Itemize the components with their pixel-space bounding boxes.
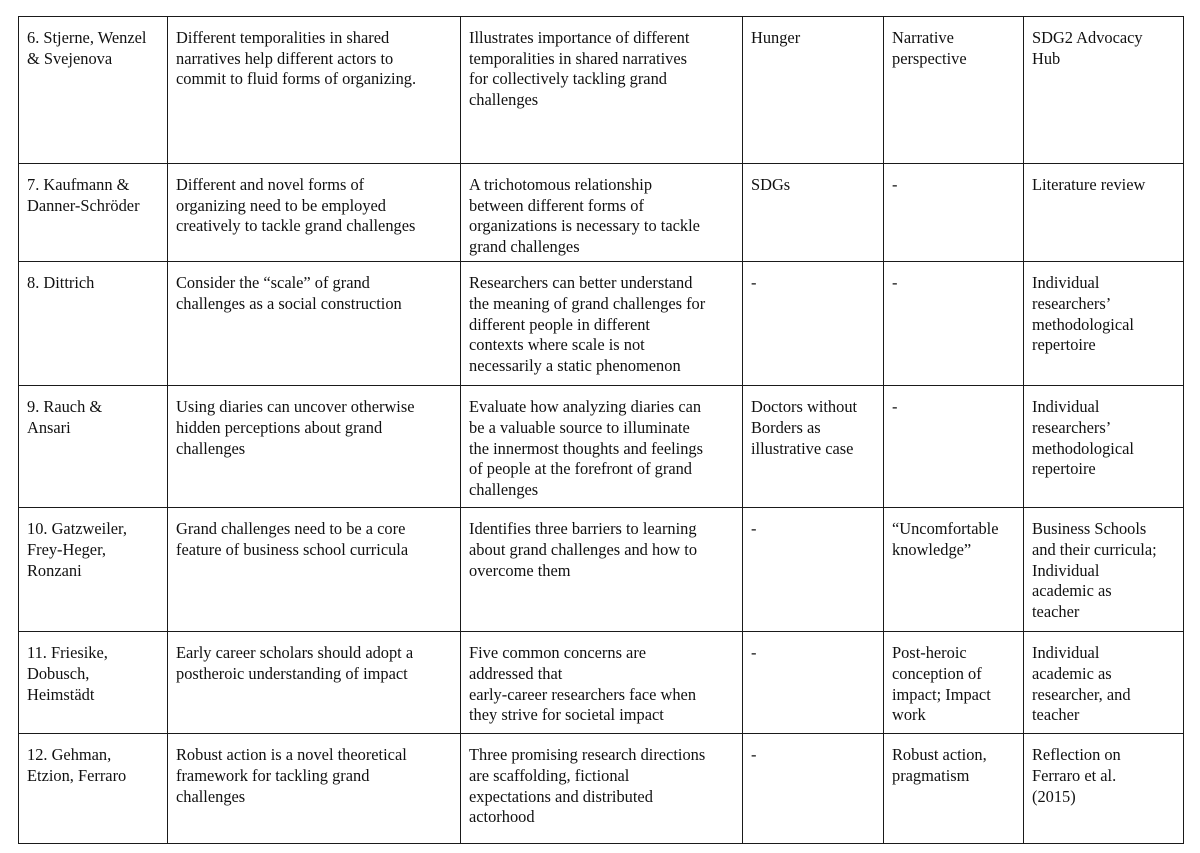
table-row — [19, 164, 1184, 262]
table-row — [19, 262, 1184, 386]
lens-cell: Robust action, pragmatism — [884, 734, 1024, 844]
table-row — [19, 734, 1184, 844]
contribution-cell: Three promising research directions are scaffolding, fictional expectations and distributed actorhood — [461, 734, 743, 844]
target-cell: SDG2 Advocacy Hub — [1024, 17, 1184, 164]
contribution-cell: Five common concerns are addressed that early-career researchers face when they strive for societal impact — [461, 632, 743, 734]
lens-cell: - — [884, 164, 1024, 262]
argument-cell: Grand challenges need to be a core feature of business school curricula — [168, 508, 461, 632]
context-cell: - — [743, 508, 884, 632]
context-cell: Hunger — [743, 17, 884, 164]
context-cell: Doctors without Borders as illustrative case — [743, 386, 884, 508]
argument-cell: Different temporalities in shared narratives help different actors to commit to fluid forms of organizing. — [168, 17, 461, 164]
target-cell: Individual researchers’ methodological repertoire — [1024, 262, 1184, 386]
paper-cell: 6. Stjerne, Wenzel & Svejenova — [19, 17, 168, 164]
lens-cell: Post-heroic conception of impact; Impact work — [884, 632, 1024, 734]
argument-cell: Using diaries can uncover otherwise hidden perceptions about grand challenges — [168, 386, 461, 508]
paper-cell: 11. Friesike, Dobusch, Heimstädt — [19, 632, 168, 734]
papers-table — [18, 16, 1184, 844]
paper-cell: 7. Kaufmann & Danner-Schröder — [19, 164, 168, 262]
paper-cell: 10. Gatzweiler, Frey-Heger, Ronzani — [19, 508, 168, 632]
context-cell: - — [743, 632, 884, 734]
contribution-cell: Evaluate how analyzing diaries can be a valuable source to illuminate the innermost thoughts and feelings of people at the forefront of grand challenges — [461, 386, 743, 508]
table-row — [19, 508, 1184, 632]
lens-cell: - — [884, 262, 1024, 386]
target-cell: Individual academic as researcher, and teacher — [1024, 632, 1184, 734]
paper-cell: 12. Gehman, Etzion, Ferraro — [19, 734, 168, 844]
paper-cell: 8. Dittrich — [19, 262, 168, 386]
contribution-cell: Researchers can better understand the meaning of grand challenges for different people in different contexts where scale is not necessarily a static phenomenon — [461, 262, 743, 386]
paper-cell: 9. Rauch & Ansari — [19, 386, 168, 508]
contribution-cell: Illustrates importance of different temporalities in shared narratives for collectively tackling grand challenges — [461, 17, 743, 164]
argument-cell: Different and novel forms of organizing need to be employed creatively to tackle grand challenges — [168, 164, 461, 262]
lens-cell: - — [884, 386, 1024, 508]
argument-cell: Consider the “scale” of grand challenges as a social construction — [168, 262, 461, 386]
argument-cell: Robust action is a novel theoretical framework for tackling grand challenges — [168, 734, 461, 844]
target-cell: Reflection on Ferraro et al. (2015) — [1024, 734, 1184, 844]
context-cell: - — [743, 262, 884, 386]
target-cell: Literature review — [1024, 164, 1184, 262]
context-cell: SDGs — [743, 164, 884, 262]
table-row — [19, 632, 1184, 734]
table-row — [19, 386, 1184, 508]
context-cell: - — [743, 734, 884, 844]
table-row — [19, 17, 1184, 164]
lens-cell: Narrative perspective — [884, 17, 1024, 164]
target-cell: Individual researchers’ methodological repertoire — [1024, 386, 1184, 508]
lens-cell: “Uncomfortable knowledge” — [884, 508, 1024, 632]
target-cell: Business Schools and their curricula; Individual academic as teacher — [1024, 508, 1184, 632]
argument-cell: Early career scholars should adopt a postheroic understanding of impact — [168, 632, 461, 734]
contribution-cell: Identifies three barriers to learning about grand challenges and how to overcome them — [461, 508, 743, 632]
contribution-cell: A trichotomous relationship between different forms of organizations is necessary to tackle grand challenges — [461, 164, 743, 262]
